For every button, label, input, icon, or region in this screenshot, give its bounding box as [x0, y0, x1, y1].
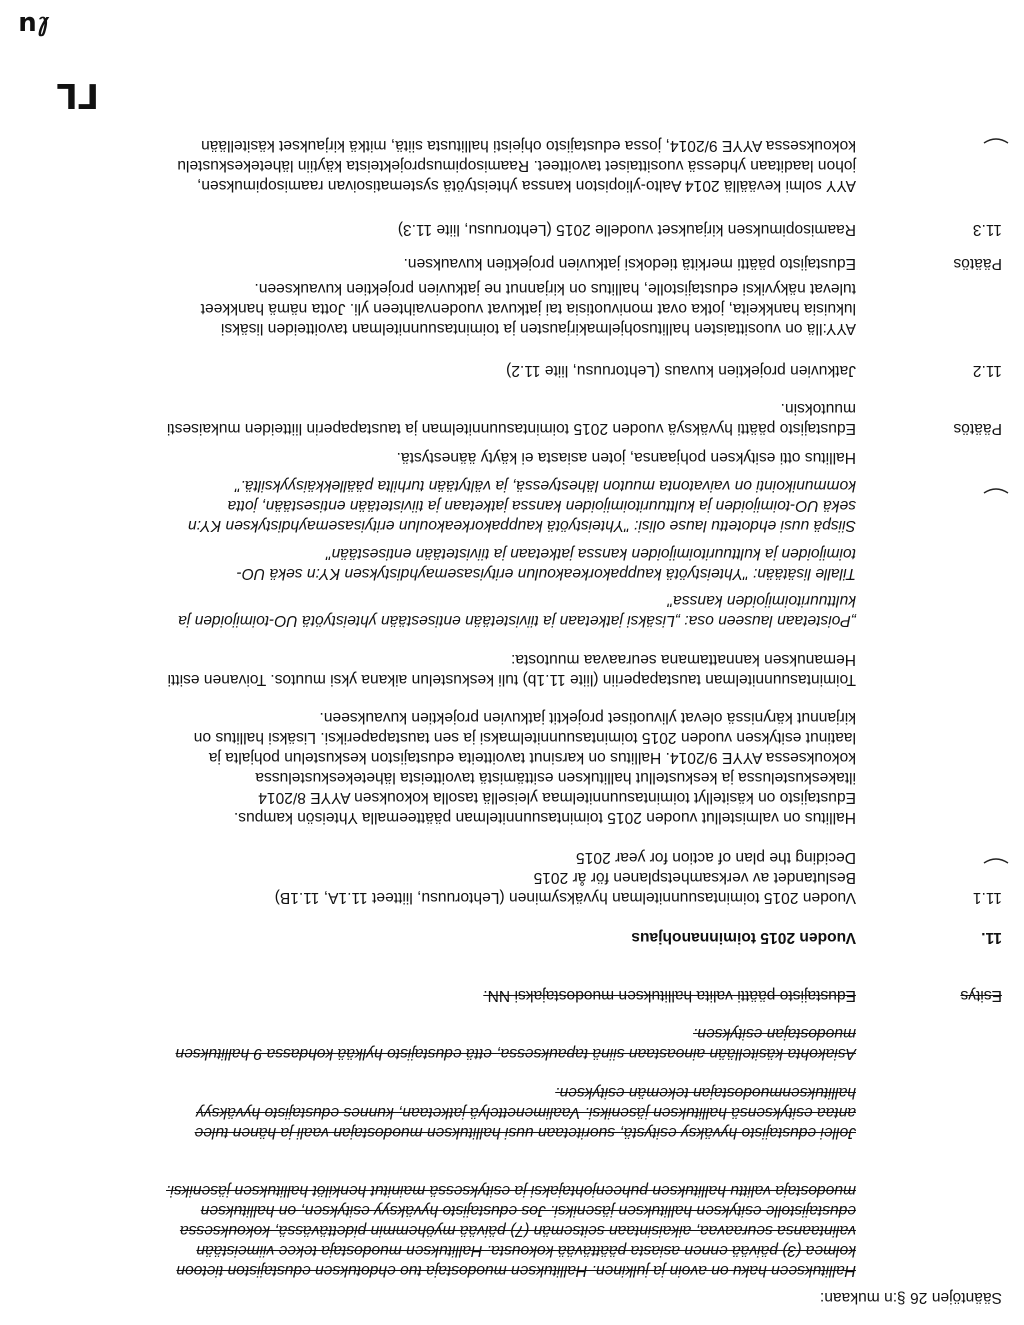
decision-text-1: Edustajisto päätti hyväksyä vuoden 2015 toimintasuunnitelman ja taustapaperin liitteiden mukaisesti muutoksin.: [166, 400, 856, 437]
decision-text-2: Edustajisto päätti merkitä tiedoksi jatkuvien projektien kuvauksen.: [403, 255, 856, 272]
subsection-number-11-3: 11.3: [972, 221, 1002, 238]
section-title: Vuoden 2015 toiminnanohjaus: [631, 929, 856, 946]
binder-hole-mark-1: [984, 859, 1008, 863]
quote-remove: „Poistetaan lauseen osa: „Lisäksi jatketaan ja tiivistetään entisestään yhteistyötä UO-toimijoiden ja kulttuuritoimijoiden kanssa": [178, 592, 856, 629]
subsection-title-11-2: Jatkuvien projektien kuvaus (Lehtoruusu, liite 11.2): [506, 362, 856, 379]
subsection-number-11-1: 11.1: [972, 889, 1002, 906]
proposal-text: Edustajisto päätti valita hallituksen muodostajaksi NN.: [483, 987, 856, 1004]
handwritten-initials-1: ᒥᒪ: [56, 75, 99, 115]
section-number: 11.: [981, 929, 1002, 946]
paragraph-no-vote: Hallitus otti esityksen pohjaansa, joten asiasta ei käyty äänestystä.: [396, 449, 856, 466]
quote-new-sentence: Siispä uusi ehdotettu lause olisi: "Yhteistyötä kauppakorkeakoulun erityisasemayhdistyksen KY:n sekä UO-toimijoiden ja kulttuuritoimijoiden kanssa jatketaan ja tiivistetään entisestään, jotta kommunikointi on vaivatonta muuton lähestyessä, ja vältytään turhilta päällekkäisyyksiltä.": [187, 477, 856, 534]
paragraph-ongoing-projects: AYY:llä on vuosittaisten hallitusohjelmakirjausten ja toimintasuunnitelman tavoitteiden lisäksi lukuisia hankkeita, jotka ovat monivuotisia tai jatkuvat vuodenvaihteen yli. Jotta nämä hankkeet tulevat näkyviksi edustajistolle, hallitus on kirjannut ne jatkuvien projektien kuvaukseen.: [200, 280, 856, 337]
binder-hole-mark-2: [984, 489, 1008, 493]
statute-label: Sääntöjen 26 §:n mukaan:: [819, 1289, 1002, 1306]
subsection-title-11-1: Vuoden 2015 toimintasuunnitelman hyväksyminen (Lehtoruusu, liitteet 11.1A, 11.1B) Beslutandet av verksamhetsplanen för år 2015 Deciding the plan of action for year 2015: [274, 849, 856, 906]
handwritten-initials-2: ℓu: [18, 10, 49, 40]
struck-paragraph-1: Hallitukseen haku on avoin ja julkinen. Hallituksen muodostaja tuo ehdotuksen edustajiston tietoon kolmea (3) päivää ennen asiasta päättävää kokousta. Hallituksen muodostaja tekee viimeistään valintaansa seuraavaa, aikaisintaan seitsemän (7) päivää myöhemmin pidettävässä, kokouksessa edustajistolle esityksen hallituksen jäseniksi. Jos edustajisto hyväksyy esityksen, on hallituksen muodostaja valittu hallituksen puheenjohtajaksi ja esityksessä mainitut henkilöt hallituksen jäseniksi.: [166, 1182, 856, 1279]
subsection-number-11-2: 11.2: [972, 362, 1002, 379]
subsection-title-11-3: Raamisopimuksen kirjaukset vuodelle 2015 (Lehtoruusu, liite 11.3): [397, 221, 856, 238]
decision-label-1: Päätös: [953, 420, 1002, 437]
proposal-label: Esitys: [960, 987, 1002, 1004]
binder-hole-mark-3: [984, 139, 1008, 143]
struck-paragraph-2: Jollei edustajisto hyväksy esitystä, suoritetaan uusi hallituksen muodostajan vaali ja hänen tulee antaa esityksensä hallituksen jäseniksi. Vaalimenettelyä jatketaan, kunnes edustajisto hyväksyy hallituksenmuodostajan tekemän esityksen.: [194, 1084, 856, 1141]
paragraph-plan-background: Hallitus on valmistellut vuoden 2015 toimintasuunnitelman päätteemalla Yhteisön kampus. Edustajisto on käsitellyt toimintasuunnitelmaa yleisellä tasolla kokouksen AYYE 8/2014 iltakeskustelussa ja keskustellut hallituksen esittämistä tavoitteista lähetekeskustelussa kokouksessa AYYE 9/2014. Hallitus on karsinut tavoitteita edustajiston keskustelun pohjalta ja laatinut esityksen vuoden 2015 toimintasuunnitelmaksi ja sen taustapaperiksi. Lisäksi hallitus on kirjannut kärynissä olevat ylivuotiset projektit jatkuvien projektien kuvaukseen.: [193, 709, 856, 826]
struck-paragraph-3: Asiakohta käsitellään ainoastaan siinä tapauksessa, että edustajisto hylkää kohdassa 9 hallituksen muodostajan esityksen.: [175, 1025, 856, 1062]
decision-label-2: Päätös: [953, 255, 1002, 272]
paragraph-change-proposal: Toimintasuunnitelman taustapaperiin (liite 11.1b) tuli keskustelun aikana yksi muutos. Toivanen esitti Hemanuksen kannattamana seuraavaa muutosta:: [167, 651, 856, 688]
quote-add: Tilalle lisätään: "Yhteistyötä kauppakorkeakoulun erityisasemayhdistyksen KY:n sekä UO-toimijoiden ja kulttuuritoimijoiden kanssa jatketaan ja tiivistetään entisestään": [236, 545, 856, 582]
paragraph-framework-agreement: AYY solmi keväällä 2014 Aalto-yliopiston kanssa yhteistyötä systematisoivan raamisopimuksen, johon laaditaan yhdessä vuosittaiset tavoitteet. Raamisopimusprojekteista käytiin lähetekeskustelu kokouksessa AYYE 9/2014, jossa edustajisto ohjeisti hallitusta siitä, mitkä kirjaukset käsitellään: [177, 137, 856, 194]
